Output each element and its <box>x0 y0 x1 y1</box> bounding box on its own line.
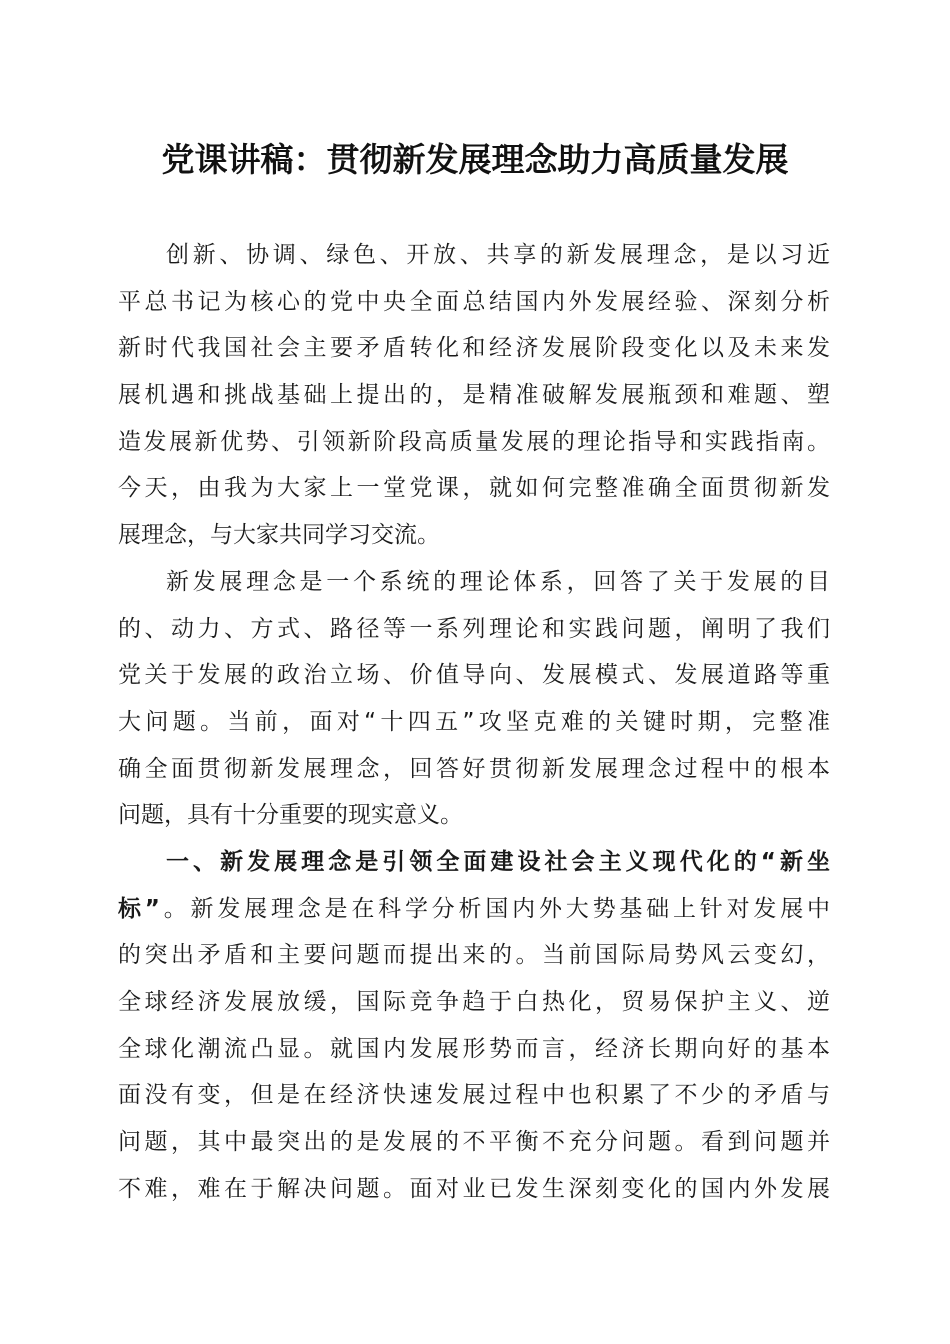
paragraph-2-line-6: 问题，具有十分重要的现实意义。 <box>118 802 463 829</box>
paragraph-2-line-5: 确全面贯彻新发展理念，回答好贯彻新发展理念过程中的根本 <box>118 755 830 782</box>
paragraph-3-line-6: 面没有变，但是在经济快速发展过程中也积累了不少的矛盾与 <box>118 1082 830 1109</box>
paragraph-1-line-5: 造发展新优势、引领新阶段高质量发展的理论指导和实践指南。 <box>118 428 830 455</box>
document-body <box>118 232 830 1212</box>
paragraph-1-line-1: 创新、协调、绿色、开放、共享的新发展理念，是以习近 <box>166 242 830 268</box>
paragraph-2-line-4: 大问题。当前，面对“十四五”攻坚克难的关键时期，完整准 <box>118 708 830 735</box>
paragraph-2-line-1: 新发展理念是一个系统的理论体系，回答了关于发展的目 <box>166 568 830 595</box>
section-1-heading-end: 标” <box>118 895 160 922</box>
paragraph-1-line-7: 展理念，与大家共同学习交流。 <box>118 522 440 549</box>
paragraph-3-line-3: 的突出矛盾和主要问题而提出来的。当前国际局势风云变幻， <box>118 942 830 969</box>
paragraph-3-line-8: 不难，难在于解决问题。面对业已发生深刻变化的国内外发展 <box>118 1175 830 1202</box>
paragraph-2-line-2: 的、动力、方式、路径等一系列理论和实践问题，阐明了我们 <box>118 615 830 642</box>
paragraph-3-line-2 <box>118 886 830 933</box>
paragraph-2-line-3: 党关于发展的政治立场、价值导向、发展模式、发展道路等重 <box>118 662 830 689</box>
paragraph-1-line-3: 新时代我国社会主要矛盾转化和经济发展阶段变化以及未来发 <box>118 335 830 362</box>
paragraph-1-line-4: 展机遇和挑战基础上提出的，是精准破解发展瓶颈和难题、塑 <box>118 382 830 409</box>
paragraph-3-line-5: 全球化潮流凸显。就国内发展形势而言，经济长期向好的基本 <box>118 1035 830 1062</box>
paragraph-3-line-2-text: 。新发展理念是在科学分析国内外大势基础上针对发展中 <box>159 895 830 922</box>
section-1-heading: 一、新发展理念是引领全面建设社会主义现代化的“新坐 <box>166 848 830 875</box>
paragraph-3-line-4: 全球经济发展放缓，国际竞争趋于白热化，贸易保护主义、逆 <box>118 989 830 1015</box>
document-title: 党课讲稿：贯彻新发展理念助力高质量发展 <box>161 140 789 179</box>
paragraph-1-line-2: 平总书记为核心的党中央全面总结国内外发展经验、深刻分析 <box>118 288 830 315</box>
paragraph-3-line-7: 问题，其中最突出的是发展的不平衡不充分问题。看到问题并 <box>118 1129 830 1156</box>
paragraph-1-line-6: 今天，由我为大家上一堂党课，就如何完整准确全面贯彻新发 <box>118 475 830 502</box>
